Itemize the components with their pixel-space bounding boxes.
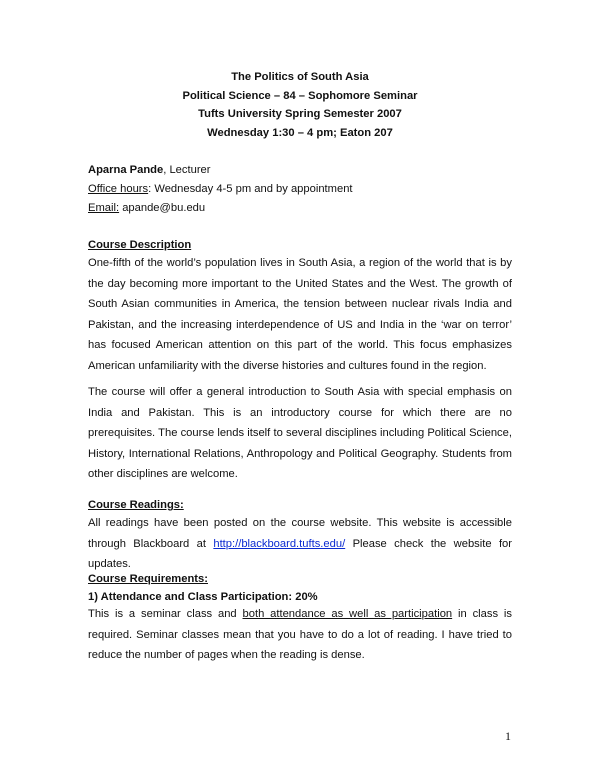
office-hours-line — [88, 181, 353, 197]
requirement-1-text-pre: This is a seminar class and — [88, 608, 243, 620]
course-title: The Politics of South Asia — [231, 71, 369, 83]
readings-text-1: All readings have been posted on the course website. This website is accessible through Blackboard at — [88, 517, 512, 550]
course-number: Political Science – 84 – Sophomore Seminar — [182, 89, 418, 102]
course-description-paragraph-2: The course will offer a general introduction to South Asia with special emphasis on India and Pakistan. This is an introductory course for which there are no prerequisites. The course lends itself to several disciplines including Political Science, History, International Relations, Anthropology and Political Geography. Students from other disciplines are welcome. — [88, 386, 512, 480]
course-readings-heading: Course Readings: — [88, 499, 184, 511]
email-value: apande@bu.edu — [119, 202, 206, 214]
requirement-1-emphasis: both attendance as well as participation — [242, 608, 453, 620]
title-block — [0, 68, 600, 142]
email-label: Email: — [88, 202, 120, 214]
requirement-1-title: 1) Attendance and Class Participation: 20% — [88, 591, 318, 603]
instructor-role: , Lecturer — [163, 164, 211, 176]
course-readings-paragraph — [88, 513, 512, 575]
course-description-heading: Course Description — [88, 239, 192, 251]
page-number: 1 — [505, 729, 511, 743]
email-line — [88, 200, 205, 216]
office-hours-value: : Wednesday 4-5 pm and by appointment — [148, 183, 353, 195]
course-semester: Tufts University Spring Semester 2007 — [198, 108, 402, 120]
course-description-paragraph-1: One-fifth of the world’s population lives in South Asia, a region of the world that is by the day becoming more important to the United States and the West. The growth of South Asian communities in America, the tension between nuclear rivals India and Pakistan, and the increasing interdependence of US and India in the ‘war on terror’ has focused American attention on this part of the world. This focus emphasizes American unfamiliarity with the diverse histories and cultures found in the region. — [88, 257, 512, 372]
readings-text-2: Please check the website for updates. — [88, 537, 512, 570]
course-meeting-time: Wednesday 1:30 – 4 pm; Eaton 207 — [207, 126, 393, 139]
instructor-name: Aparna Pande — [88, 164, 164, 176]
requirement-1-text-post: in class is required. Seminar classes mean that you have to do a lot of reading. I have tried to reduce the number of pages when the reading is dense. — [88, 608, 512, 661]
office-hours-label: Office hours — [88, 183, 149, 195]
blackboard-link[interactable]: http://blackboard.tufts.edu/ — [213, 537, 346, 550]
instructor-line — [88, 162, 211, 178]
course-requirements-heading: Course Requirements: — [88, 573, 208, 585]
requirement-1-paragraph — [88, 604, 512, 666]
